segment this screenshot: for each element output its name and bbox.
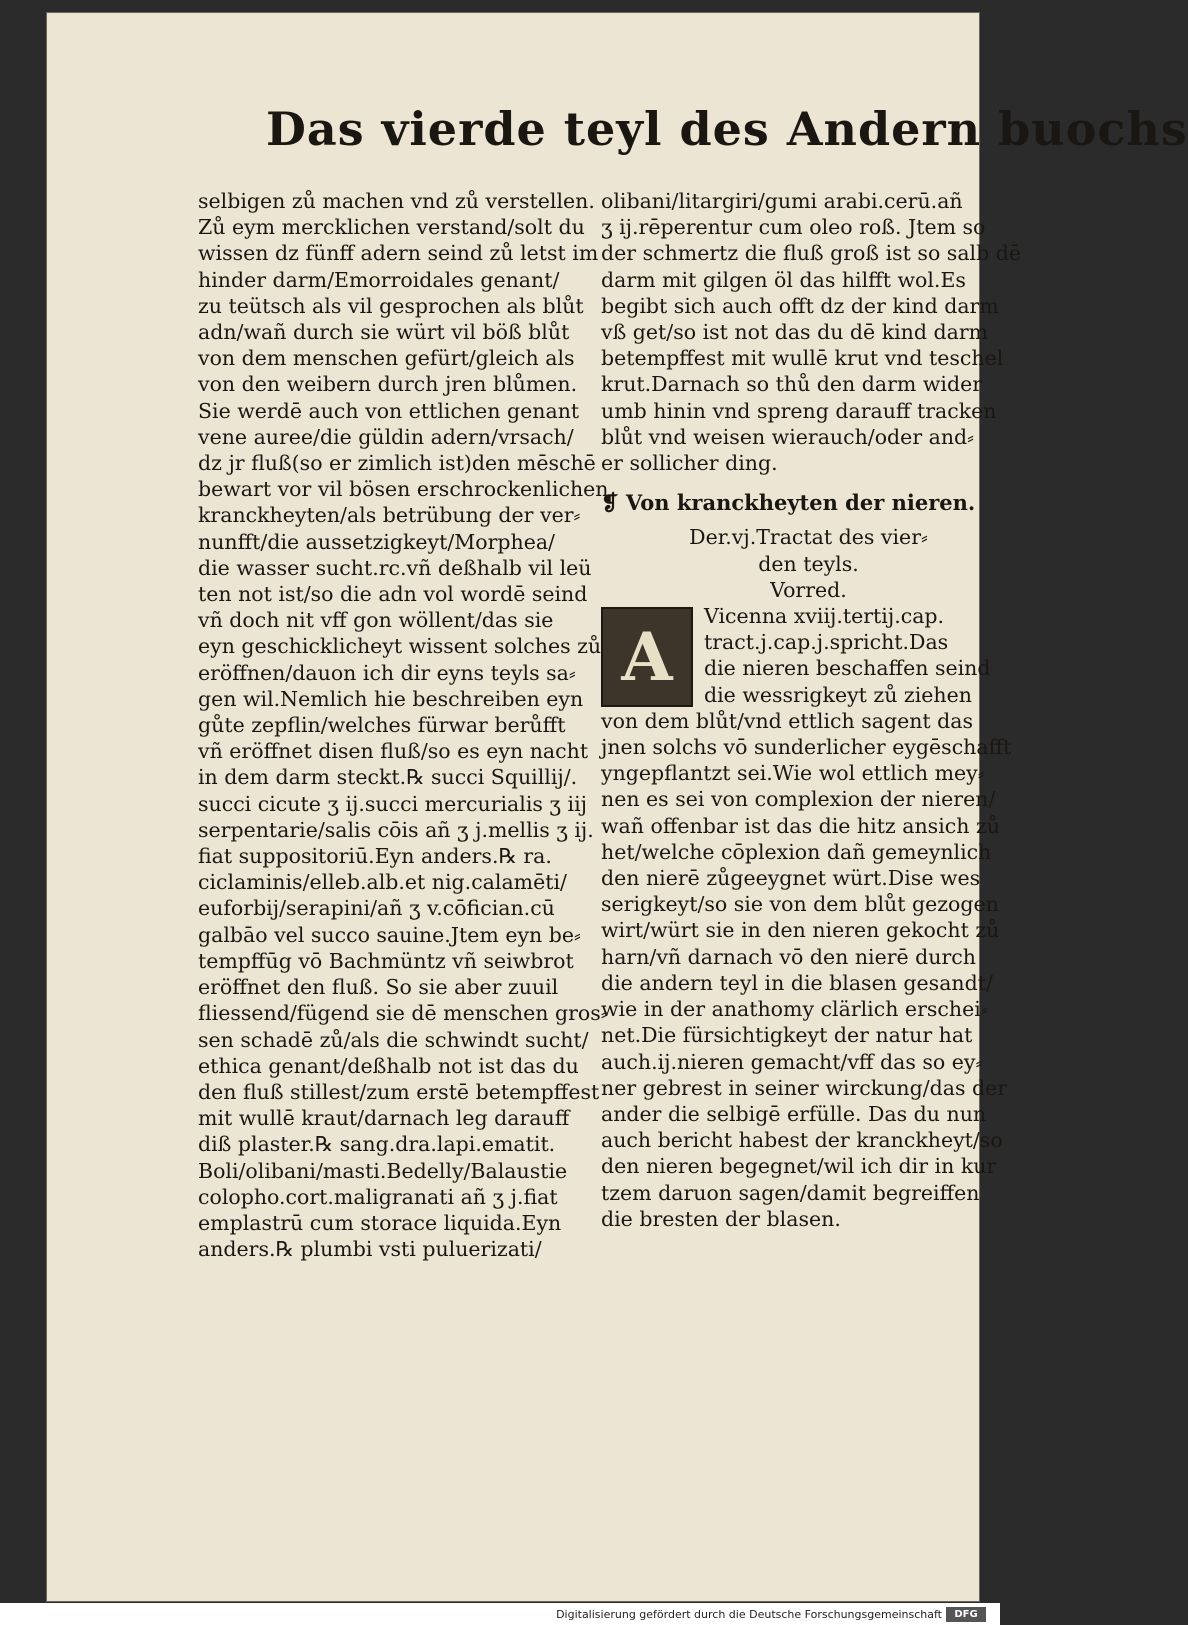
text-line: der schmertz die fluß groß ist so salb dē [601,241,1021,266]
text-line: tempffūg vō Bachmüntz vñ seiwbrot [198,948,574,973]
text-line: tract.j.cap.j.spricht.Das [704,630,949,655]
text-line: vñ eröffnet disen fluß/so es eyn nacht [198,739,589,764]
text-line: ciclaminis/elleb.alb.et nig.calamēti/ [198,870,567,895]
text-line: Vicenna xviij.tertij.cap. [704,604,945,629]
text-line: den nieren begegnet/wil ich dir in kur [601,1154,997,1179]
preface-label: Vorred. [770,577,847,602]
text-line: mit wullē kraut/darnach leg darauff [198,1106,570,1131]
text-line: wissen dz fünff adern seind zů letst im [198,241,599,266]
text-line: wie in der anathomy clärlich erschei⸗ [601,997,988,1022]
text-line: wañ offenbar ist das die hitz ansich zů [601,813,1000,838]
text-line: vß get/so ist not das du dē kind darm [601,320,989,345]
book-page [46,12,1188,1602]
text-line: die wessrigkeyt zů ziehen [704,682,972,707]
text-line: ʒ ij.rēperentur cum oleo roß. Jtem so [601,215,986,240]
text-line: die andern teyl in die blasen gesandt/ [601,970,993,995]
text-line: von den weibern durch jren blůmen. [198,372,578,397]
text-line: selbigen zů machen vnd zů verstellen. [198,189,595,213]
text-line: fiat suppositoriū.Eyn anders.℞ ra. [198,844,552,869]
text-line: nunfft/die aussetzigkeyt/Morphea/ [198,529,555,554]
text-line: galbāo vel succo sauine.Jtem eyn be⸗ [198,922,581,947]
text-line: auch.ij.nieren gemacht/vff das so ey⸗ [601,1049,983,1074]
text-line: fliessend/fügend sie dē menschen gros⸗ [198,1001,608,1026]
text-line: krut.Darnach so thů den darm wider [601,372,983,397]
text-line: vene auree/die güldin adern/vrsach/ [198,424,574,449]
text-line: gen wil.Nemlich hie beschreiben eyn [198,686,584,711]
text-line: Sie werdē auch von ettlichen genant [198,398,580,423]
text-line: den fluß stillest/zum erstē betempffest [198,1079,600,1104]
text-line: tzem daruon sagen/damit begreiffen [601,1180,980,1205]
text-line: ethica genant/deßhalb not ist das du [198,1053,579,1078]
tract-title-1: Der.vj.Tractat des vier⸗ [689,525,928,550]
text-line: sen schadē zů/als die schwindt sucht/ [198,1027,589,1052]
text-line: betempffest mit wullē krut vnd teschel [601,346,1004,371]
text-line: wirt/würt sie in den nieren gekocht zů [601,918,1000,943]
text-line: Zů eym mercklichen verstand/solt du [198,215,585,240]
text-line: euforbij/serapini/añ ʒ v.cōfician.cū [198,896,555,921]
funding-credit: Digitalisierung gefördert durch die Deutsche Forschungsgemeinschaft [556,1608,942,1621]
text-line: die wasser sucht.rc.vñ deßhalb vil leü [198,555,592,580]
text-line: emplastrū cum storace liquida.Eyn [198,1210,562,1235]
text-line: darm mit gilgen öl das hilfft wol.Es [601,267,966,292]
text-line: ten not ist/so die adn vol wordē seind [198,582,588,607]
text-line: die bresten der blasen. [601,1206,841,1231]
text-line: eröffnet den fluß. So sie aber zuuil [198,975,559,1000]
text-line: net.Die fürsichtigkeyt der natur hat [601,1023,973,1048]
text-line: umb hinin vnd spreng darauff tracken [601,398,997,423]
text-line: bewart vor vil bösen erschrockenlichen [198,477,609,502]
text-line: succi cicute ʒ ij.succi mercurialis ʒ iij [198,791,587,816]
text-line: ner gebrest in seiner wirckung/das der [601,1075,1008,1100]
right-column [601,188,1021,1232]
text-line: auch bericht habest der kranckheyt/so [601,1128,1003,1153]
text-line: ander die selbigē erfülle. Das du nun [601,1101,987,1126]
text-line: kranckheyten/als betrübung der ver⸗ [198,503,581,528]
text-line: die nieren beschaffen seind [704,656,991,681]
text-line: diß plaster.℞ sang.dra.lapi.ematit. [198,1132,556,1157]
dfg-logo: DFG [946,1607,986,1622]
text-line: adn/wañ durch sie würt vil böß blůt [198,320,570,345]
dropcap-initial: A [601,607,693,707]
text-line: den nierē zůgeeygnet würt.Dise wes [601,866,981,891]
left-column [198,188,628,1262]
text-line: von dem menschen gefürt/gleich als [198,346,575,371]
text-line: serpentarie/salis cōis añ ʒ j.mellis ʒ ij. [198,817,594,842]
text-line: in dem darm steckt.℞ succi Squillij/. [198,765,578,790]
text-line: serigkeyt/so sie von dem blůt gezogen [601,892,999,917]
text-line: Boli/olibani/masti.Bedelly/Balaustie [198,1158,568,1183]
text-line: olibani/litargiri/gumi arabi.cerū.añ [601,189,963,213]
text-line: harn/vñ darnach vō den nierē durch [601,944,976,969]
text-line: jnen solchs vō sunderlicher eygēschafft [601,735,1012,760]
text-line: anders.℞ plumbi vsti puluerizati/ [198,1237,542,1262]
text-line: er sollicher ding. [601,451,778,476]
text-line: colopho.cort.maligranati añ ʒ j.fiat [198,1184,558,1209]
section-heading: ❡ Von kranckheyten der nieren. [601,490,976,516]
text-line: vñ doch nit vff gon wöllent/das sie [198,608,554,633]
text-line: von dem blůt/vnd ettlich sagent das [601,708,974,733]
text-line: zu teütsch als vil gesprochen als blůt [198,293,584,318]
dropcap-paragraph [601,603,1016,708]
tract-title-2: den teyls. [758,551,859,576]
text-line: nen es sei von complexion der nieren/ [601,787,996,812]
running-head: Das vierde teyl des Andern buochs [266,102,1188,156]
text-line: begibt sich auch offt dz der kind darm [601,293,999,318]
text-line: het/welche cōplexion dañ gemeynlich [601,839,992,864]
text-line: blůt vnd weisen wierauch/oder and⸗ [601,424,975,449]
text-line: hinder darm/Emorroidales genant/ [198,267,560,292]
section-heading-text: Von kranckheyten der nieren. [625,490,976,516]
text-line: gůte zepflin/welches fürwar berůfft [198,713,566,738]
text-line: eyn geschicklicheyt wissent solches zů [198,634,602,659]
text-line: yngepflantzt sei.Wie wol ettlich mey⸗ [601,761,985,786]
text-line: dz jr fluß(so er zimlich ist)den mēschē [198,451,596,476]
text-line: eröffnen/dauon ich dir eyns teyls sa⸗ [198,660,576,685]
